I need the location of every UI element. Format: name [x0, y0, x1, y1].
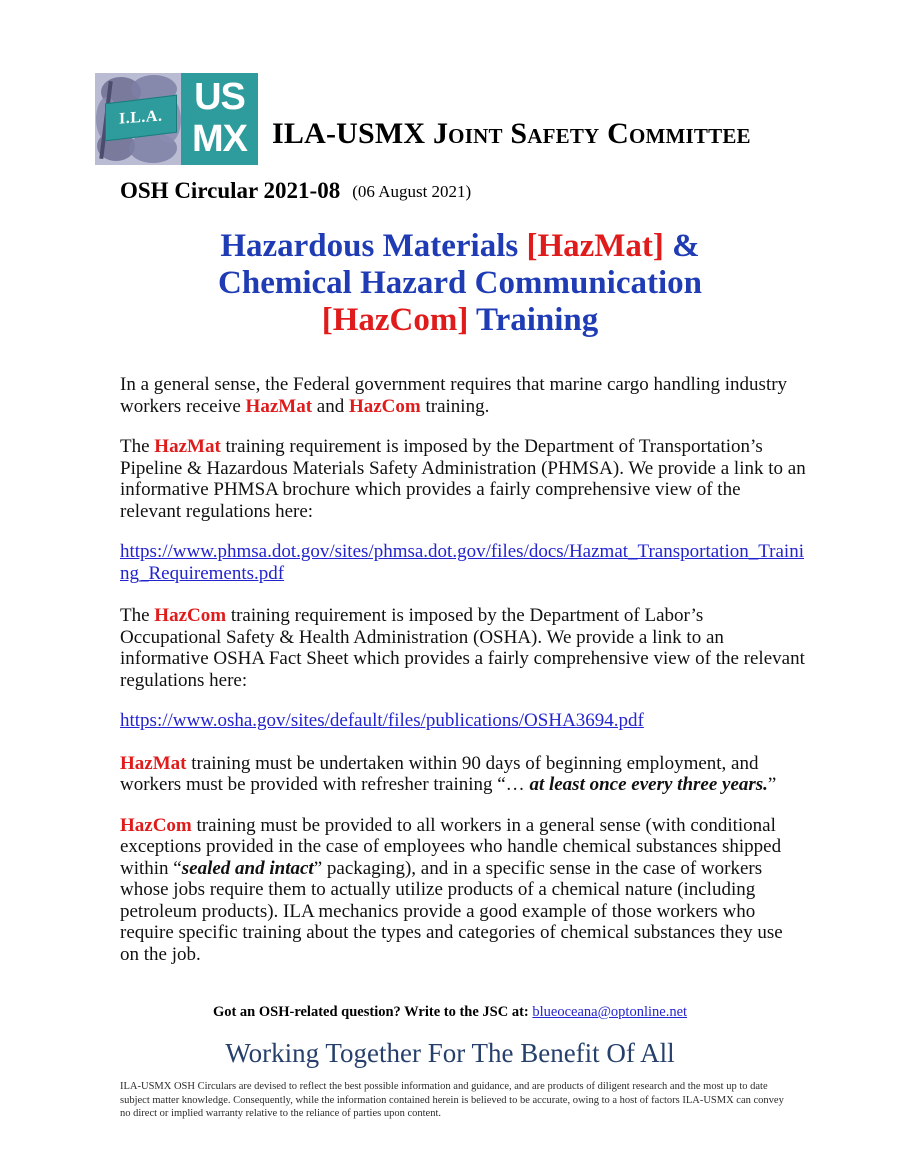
keyword-hazmat: HazMat [120, 752, 187, 774]
emphasis-refresher-interval: at least once every three years. [529, 774, 768, 795]
p3-text-a: The [120, 605, 155, 626]
p5-text-a: training must be provided to all workers in a general sense (with conditional exceptions provided in the case of employees who handle chemical substances shipped within “ [120, 814, 782, 879]
paragraph-osha-link [120, 710, 806, 732]
page-title-line-1 [110, 228, 810, 265]
organization-title: ILA-USMX Joint Safety Committee [272, 117, 751, 150]
p4-text-b: ” [767, 774, 777, 795]
p1-text-b: and [312, 395, 349, 417]
keyword-hazcom: HazCom [154, 605, 227, 626]
usmx-logo-line1: US [194, 76, 245, 118]
page-title-line-2: Chemical Hazard Communication [218, 265, 702, 301]
disclaimer-text: ILA-USMX OSH Circulars are devised to reflect the best possible information and guidance, and are products of diligent research and the most up to date subject matter knowledge. Consequently, while the information contained herein is believed to be accurate, owing to a host of factors ILA-USMX can convey no direct or implied warranty relative to the reliance of parties upon content. [120, 1081, 784, 1119]
keyword-hazmat: HazMat [154, 436, 221, 457]
keyword-hazcom: HazCom [120, 814, 192, 836]
p1-text-c: training. [420, 395, 490, 417]
title-ampersand: & [663, 228, 700, 264]
paragraph-hazmat-authority [120, 436, 806, 522]
contact-line [0, 1004, 900, 1021]
page-title [110, 228, 810, 339]
ila-banner-label: I.L.A. [119, 107, 163, 128]
paragraph-phmsa-link [120, 541, 806, 584]
paragraph-general-requirement [120, 374, 806, 417]
p4-text-a: training must be undertaken within 90 days of beginning employment, and workers must be provided with refresher training “… [120, 752, 759, 795]
usmx-logo-line2: MX [192, 118, 247, 160]
contact-prompt: Got an OSH-related question? Write to the JSC at: [212, 1004, 533, 1020]
ila-emblem-icon [95, 73, 181, 165]
link-osha-fact-sheet[interactable]: https://www.osha.gov/sites/default/files/publications/OSHA3694.pdf [120, 710, 644, 731]
link-phmsa-brochure[interactable]: https://www.phmsa.dot.gov/sites/phmsa.dot.gov/files/docs/Hazmat_Transportation_Training_Requirements.pdf [120, 541, 804, 584]
title-tag-hazcom: [HazCom] [321, 302, 469, 338]
document-body [120, 374, 806, 984]
title-tag-hazmat: [HazMat] [526, 228, 664, 264]
title-text-hazardous-materials: Hazardous Materials [220, 228, 527, 264]
paragraph-hazcom-scope [120, 815, 806, 966]
p2-text-b: training requirement is imposed by the Department of Transportation’s Pipeline & Hazardous Materials Safety Administration (PHMSA). We provide a link to an informative PHMSA brochure which provides a fairly comprehensive view of the relevant regulations here: [120, 436, 806, 522]
masthead [0, 68, 900, 168]
circular-number: OSH Circular 2021-08 [120, 178, 341, 203]
circular-date: (06 August 2021) [352, 182, 472, 201]
circular-identifier [120, 178, 471, 204]
tagline: Working Together For The Benefit Of All [225, 1038, 675, 1068]
usmx-logo-block [181, 73, 258, 165]
page-title-line-3 [110, 302, 810, 339]
keyword-hazcom: HazCom [348, 395, 421, 417]
title-text-training: Training [468, 302, 599, 338]
emphasis-sealed-and-intact: sealed and intact [181, 857, 314, 879]
p2-text-a: The [120, 436, 155, 457]
ila-usmx-logo [95, 73, 258, 165]
keyword-hazmat: HazMat [245, 395, 313, 417]
p5-text-b: ” packaging), and in a specific sense in the case of workers whose jobs require them to actually utilize products of a chemical nature (including petroleum products). ILA mechanics provide a good example of those workers who require specific training about the types and categories of chemical substances they use on the job. [120, 857, 783, 965]
paragraph-hazcom-authority [120, 605, 806, 691]
paragraph-hazmat-timing [120, 753, 806, 796]
contact-email-link[interactable]: blueoceana@optonline.net [532, 1004, 688, 1020]
p3-text-b: training requirement is imposed by the Department of Labor’s Occupational Safety & Health Administration (OSHA). We provide a link to an informative OSHA Fact Sheet which provides a fairly comprehensive view of the relevant regulations here: [120, 605, 805, 691]
p1-text-a: In a general sense, the Federal government requires that marine cargo handling industry workers receive [120, 374, 788, 417]
